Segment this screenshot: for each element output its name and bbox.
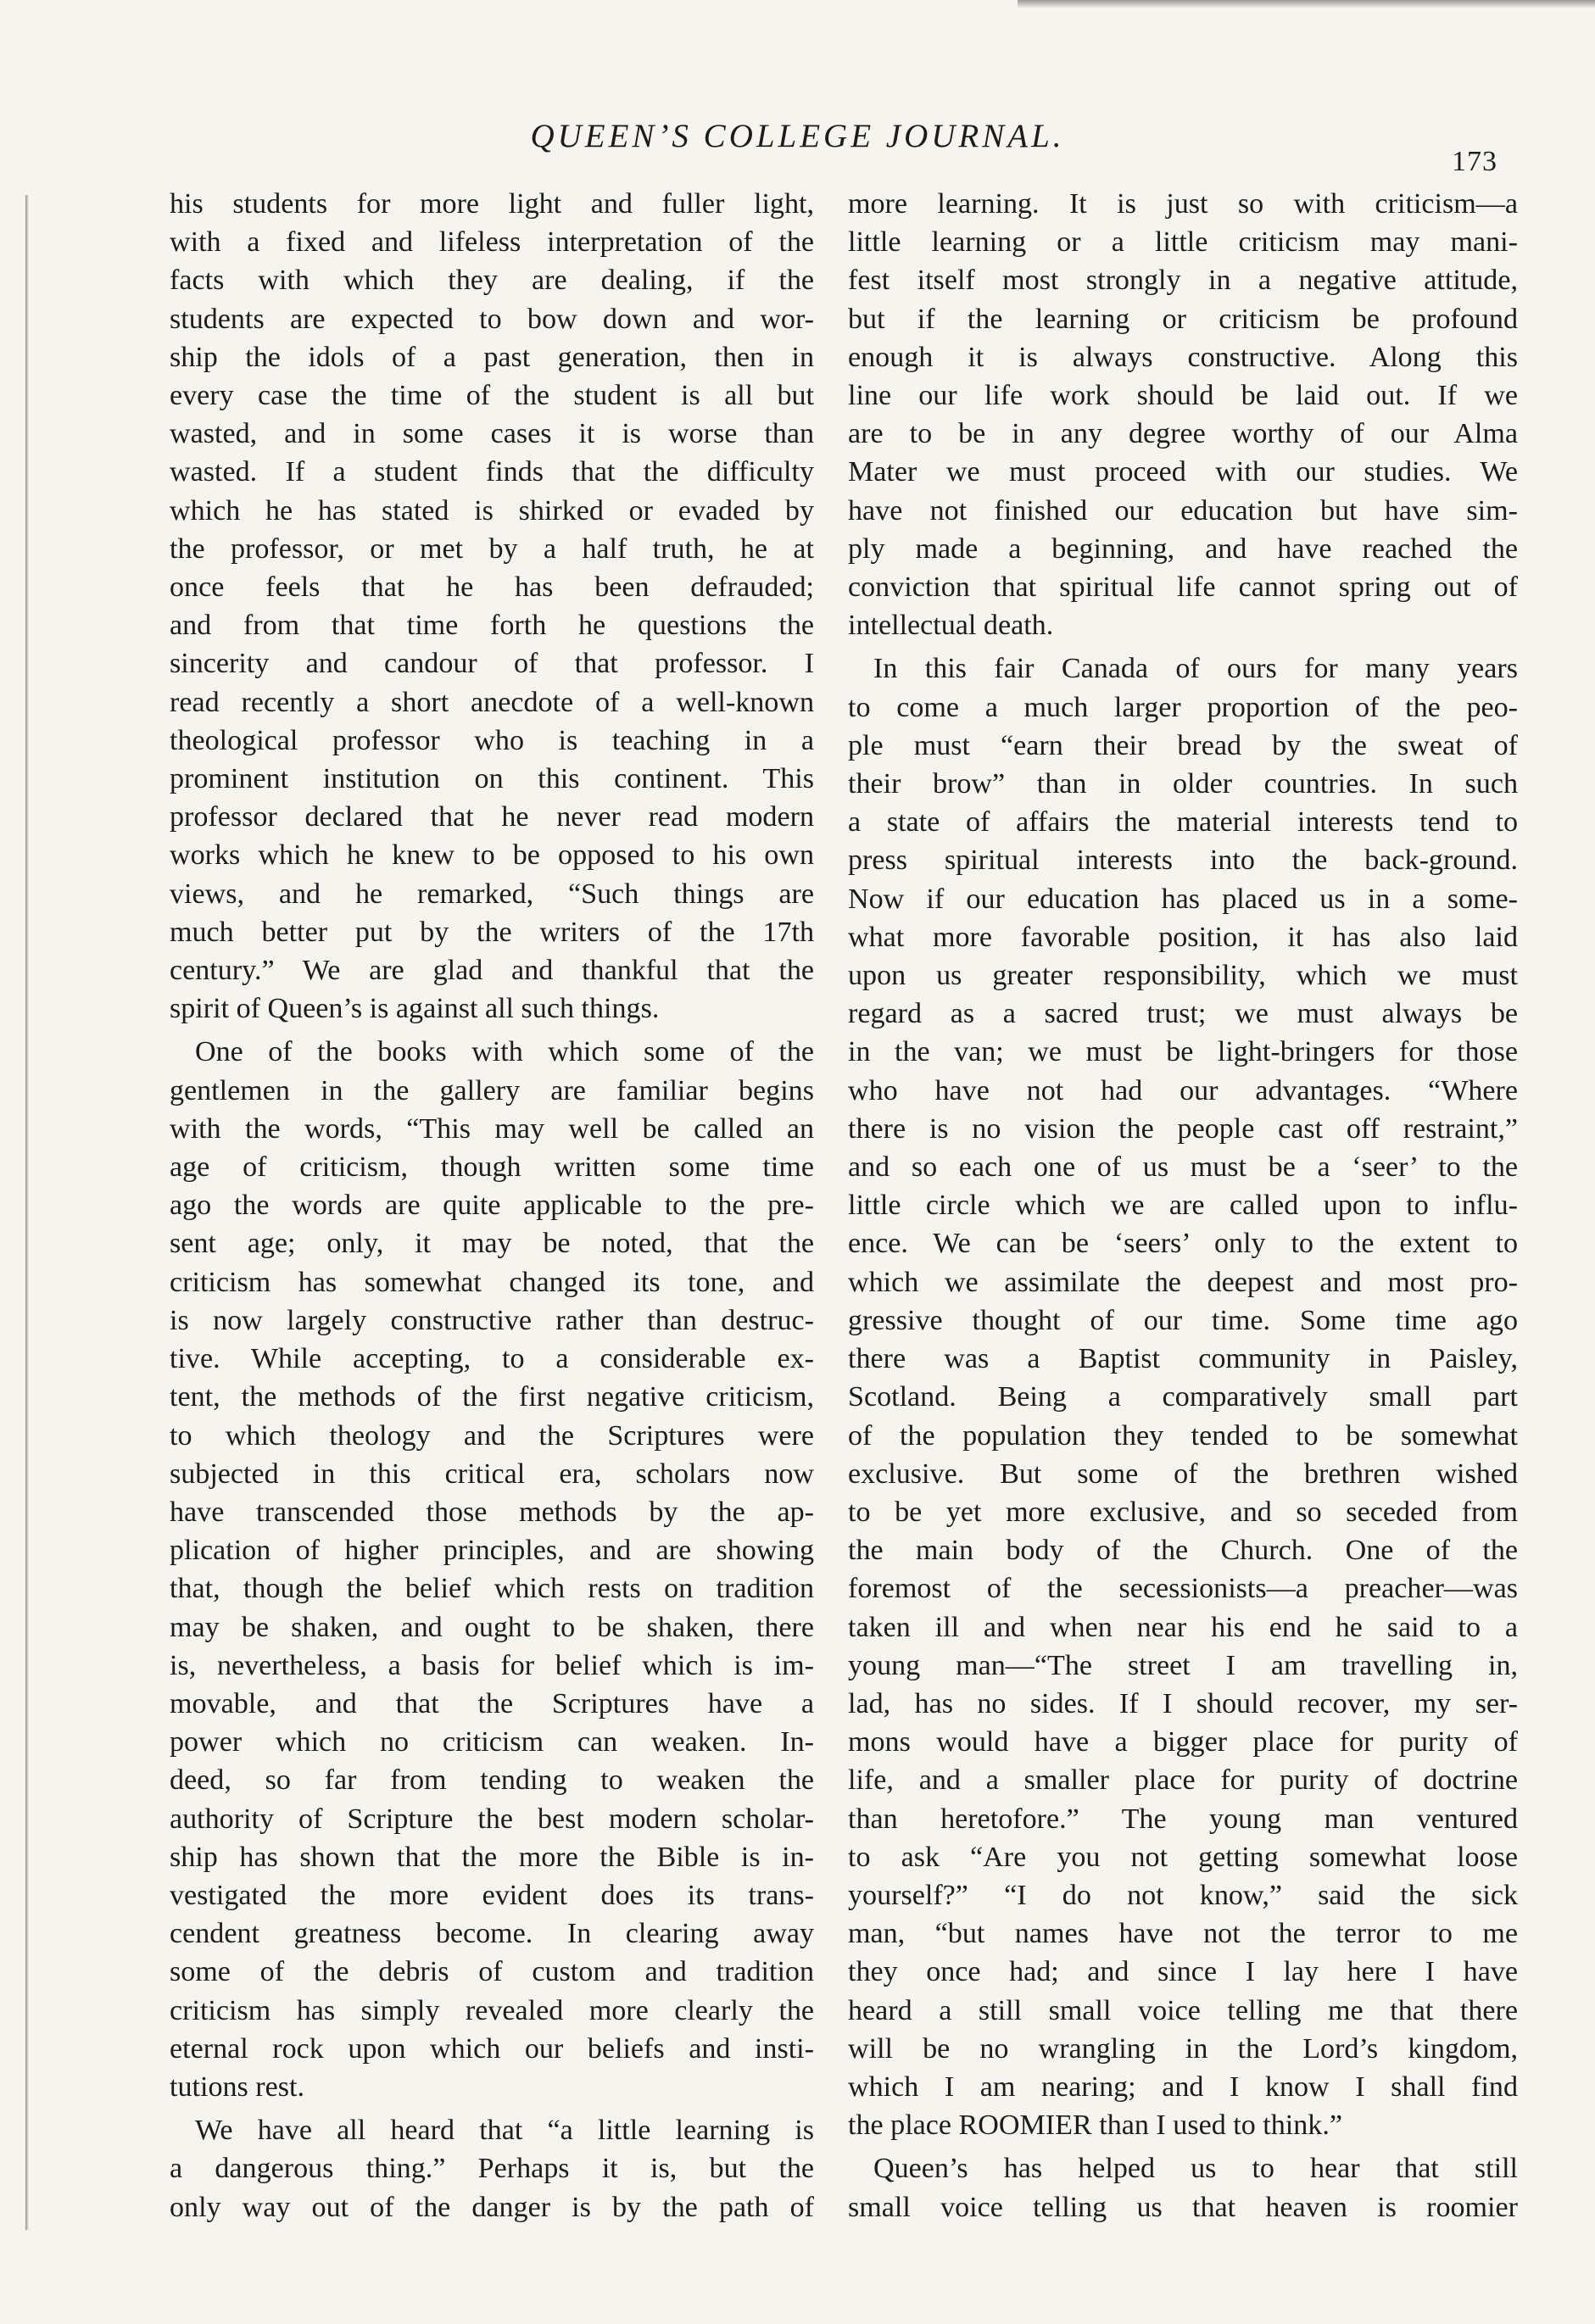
text-line: is now largely constructive rather than destruc-: [170, 1304, 814, 1336]
text-line: which I am nearing; and I know I shall find: [848, 2070, 1518, 2103]
text-line: foremost of the secessionists—a preacher—was: [848, 1573, 1518, 1605]
text-line: Scotland. Being a comparatively small part: [848, 1381, 1518, 1413]
text-line: century.” We are glad and thankful that the: [170, 955, 814, 987]
text-line: the main body of the Church. One of the: [848, 1535, 1518, 1567]
text-line: One of the books with which some of the: [195, 1036, 814, 1068]
text-line: in the van; we must be light-bringers for those: [848, 1036, 1518, 1068]
text-line: of the population they tended to be somewhat: [848, 1419, 1518, 1452]
text-line: exclusive. But some of the brethren wished: [848, 1457, 1518, 1490]
text-line: Queen’s has helped us to hear that still: [873, 2153, 1518, 2185]
text-line: mons would have a bigger place for purity of: [848, 1726, 1518, 1758]
text-line: criticism has simply revealed more clearly the: [170, 1994, 814, 2026]
text-line: age of criticism, though written some time: [170, 1151, 814, 1184]
text-line: We have all heard that “a little learning is: [195, 2115, 814, 2147]
text-line: more learning. It is just so with criticism—a: [848, 188, 1518, 220]
text-line: may be shaken, and ought to be shaken, there: [170, 1611, 814, 1643]
text-line: the professor, or met by a half truth, he at: [170, 532, 814, 565]
text-line: wasted. If a student finds that the difficulty: [170, 456, 814, 488]
text-line: lad, has no sides. If I should recover, my ser-: [848, 1687, 1518, 1719]
text-line: young man—“The street I am travelling in,: [848, 1649, 1518, 1681]
text-line: Mater we must proceed with our studies. We: [848, 456, 1518, 488]
text-line: fest itself most strongly in a negative attitude,: [848, 265, 1518, 297]
text-line: cendent greatness become. In clearing away: [170, 1918, 814, 1950]
text-line: deed, so far from tending to weaken the: [170, 1764, 814, 1797]
text-line: gentlemen in the gallery are familiar begins: [170, 1074, 814, 1106]
text-line: with a fixed and lifeless interpretation of the: [170, 226, 814, 259]
text-line: their brow” than in older countries. In such: [848, 768, 1518, 800]
text-line: facts with which they are dealing, if the: [170, 265, 814, 297]
text-line: will be no wrangling in the Lord’s kingdom,: [848, 2032, 1518, 2065]
text-line: enough it is always constructive. Along this: [848, 341, 1518, 373]
text-line: authority of Scripture the best modern scholar-: [170, 1803, 814, 1835]
text-line: professor declared that he never read modern: [170, 801, 814, 833]
text-line: have transcended those methods by the ap-: [170, 1496, 814, 1528]
text-line: and so each one of us must be a ‘seer’ to the: [848, 1151, 1518, 1184]
text-line: a dangerous thing.” Perhaps it is, but the: [170, 2153, 814, 2185]
text-line: man, “but names have not the terror to me: [848, 1918, 1518, 1950]
paragraph: [170, 2111, 814, 2226]
running-head: QUEEN’S COLLEGE JOURNAL.: [530, 118, 1065, 154]
text-line: vestigated the more evident does its trans-: [170, 1879, 814, 1911]
text-line: to which theology and the Scriptures were: [170, 1419, 814, 1452]
text-line: ship the idols of a past generation, then in: [170, 341, 814, 373]
text-line: yourself?” “I do not know,” said the sick: [848, 1879, 1518, 1911]
text-line: his students for more light and fuller light,: [170, 188, 814, 220]
text-line: have not finished our education but have sim-: [848, 494, 1518, 527]
text-line: movable, and that the Scriptures have a: [170, 1687, 814, 1719]
text-line: little circle which we are called upon to influ-: [848, 1190, 1518, 1222]
text-line: conviction that spiritual life cannot spring out of: [848, 571, 1518, 604]
text-line: to come a much larger proportion of the peo-: [848, 691, 1518, 723]
page-edge-shadow: [1018, 0, 1595, 8]
text-line: what more favorable position, it has also laid: [848, 921, 1518, 953]
text-line: regard as a sacred trust; we must always be: [848, 998, 1518, 1030]
text-line: to be yet more exclusive, and so seceded from: [848, 1496, 1518, 1528]
text-line: much better put by the writers of the 17th: [170, 916, 814, 948]
text-line: small voice telling us that heaven is roomier: [848, 2191, 1518, 2223]
text-line: only way out of the danger is by the path of: [170, 2191, 814, 2223]
text-line: there was a Baptist community in Paisley,: [848, 1343, 1518, 1375]
text-line: line our life work should be laid out. If we: [848, 380, 1518, 412]
text-line: gressive thought of our time. Some time ago: [848, 1304, 1518, 1336]
text-line: the place ROOMIER than I used to think.”: [848, 2109, 1342, 2142]
text-line: once feels that he has been defrauded;: [170, 571, 814, 604]
text-line: In this fair Canada of ours for many years: [873, 653, 1518, 685]
text-line: but if the learning or criticism be profound: [848, 303, 1518, 335]
paragraph: [170, 185, 814, 1028]
text-line: eternal rock upon which our beliefs and insti-: [170, 2032, 814, 2065]
text-line: plication of higher principles, and are showing: [170, 1535, 814, 1567]
text-line: who have not had our advantages. “Where: [848, 1074, 1518, 1106]
text-line: every case the time of the student is all but: [170, 380, 814, 412]
text-line: works which he knew to be opposed to his own: [170, 839, 814, 872]
text-line: ago the words are quite applicable to the pre-: [170, 1190, 814, 1222]
text-line: spirit of Queen’s is against all such things.: [170, 993, 660, 1025]
paragraph: [848, 185, 1518, 644]
text-line: some of the debris of custom and tradition: [170, 1956, 814, 1988]
text-line: wasted, and in some cases it is worse than: [170, 418, 814, 450]
paragraph: [170, 1033, 814, 2106]
text-line: criticism has somewhat changed its tone, and: [170, 1266, 814, 1298]
text-line: there is no vision the people cast off restraint,”: [848, 1112, 1518, 1145]
text-line: with the words, “This may well be called an: [170, 1112, 814, 1145]
text-line: prominent institution on this continent. This: [170, 763, 814, 795]
text-line: that, though the belief which rests on tradition: [170, 1573, 814, 1605]
text-line: heard a still small voice telling me that there: [848, 1994, 1518, 2026]
text-line: tent, the methods of the first negative criticism,: [170, 1381, 814, 1413]
text-line: than heretofore.” The young man ventured: [848, 1803, 1518, 1835]
left-column: [170, 185, 814, 2226]
text-line: ence. We can be ‘seers’ only to the extent to: [848, 1228, 1518, 1260]
page-number: 173: [1452, 146, 1497, 177]
text-line: views, and he remarked, “Such things are: [170, 878, 814, 910]
text-line: press spiritual interests into the back-ground.: [848, 844, 1518, 877]
text-line: and from that time forth he questions the: [170, 610, 814, 642]
text-line: ship has shown that the more the Bible is in-: [170, 1841, 814, 1873]
text-line: which he has stated is shirked or evaded by: [170, 494, 814, 527]
text-line: to ask “Are you not getting somewhat loose: [848, 1841, 1518, 1873]
text-line: ple must “earn their bread by the sweat of: [848, 729, 1518, 761]
text-line: upon us greater responsibility, which we must: [848, 960, 1518, 992]
text-line: ply made a beginning, and have reached the: [848, 532, 1518, 565]
text-line: taken ill and when near his end he said to a: [848, 1611, 1518, 1643]
paragraph: [848, 649, 1518, 2144]
text-line: read recently a short anecdote of a well-known: [170, 686, 814, 718]
text-line: intellectual death.: [848, 610, 1054, 642]
text-line: theological professor who is teaching in a: [170, 724, 814, 756]
text-line: sent age; only, it may be noted, that the: [170, 1228, 814, 1260]
text-line: which we assimilate the deepest and most pro-: [848, 1266, 1518, 1298]
right-column: [848, 185, 1518, 2226]
text-line: sincerity and candour of that professor. I: [170, 648, 814, 680]
text-line: power which no criticism can weaken. In-: [170, 1726, 814, 1758]
text-line: are to be in any degree worthy of our Alma: [848, 418, 1518, 450]
text-line: tive. While accepting, to a considerable ex-: [170, 1343, 814, 1375]
text-line: tutions rest.: [170, 2070, 305, 2103]
text-line: students are expected to bow down and wor-: [170, 303, 814, 335]
paragraph: [848, 2149, 1518, 2226]
text-line: a state of affairs the material interests tend to: [848, 806, 1518, 839]
text-line: they once had; and since I lay here I have: [848, 1956, 1518, 1988]
text-line: little learning or a little criticism may mani-: [848, 226, 1518, 259]
text-line: is, nevertheless, a basis for belief which is im-: [170, 1649, 814, 1681]
binding-shadow: [25, 195, 29, 2230]
text-line: subjected in this critical era, scholars now: [170, 1457, 814, 1490]
text-line: life, and a smaller place for purity of doctrine: [848, 1764, 1518, 1797]
text-line: Now if our education has placed us in a some-: [848, 883, 1518, 915]
